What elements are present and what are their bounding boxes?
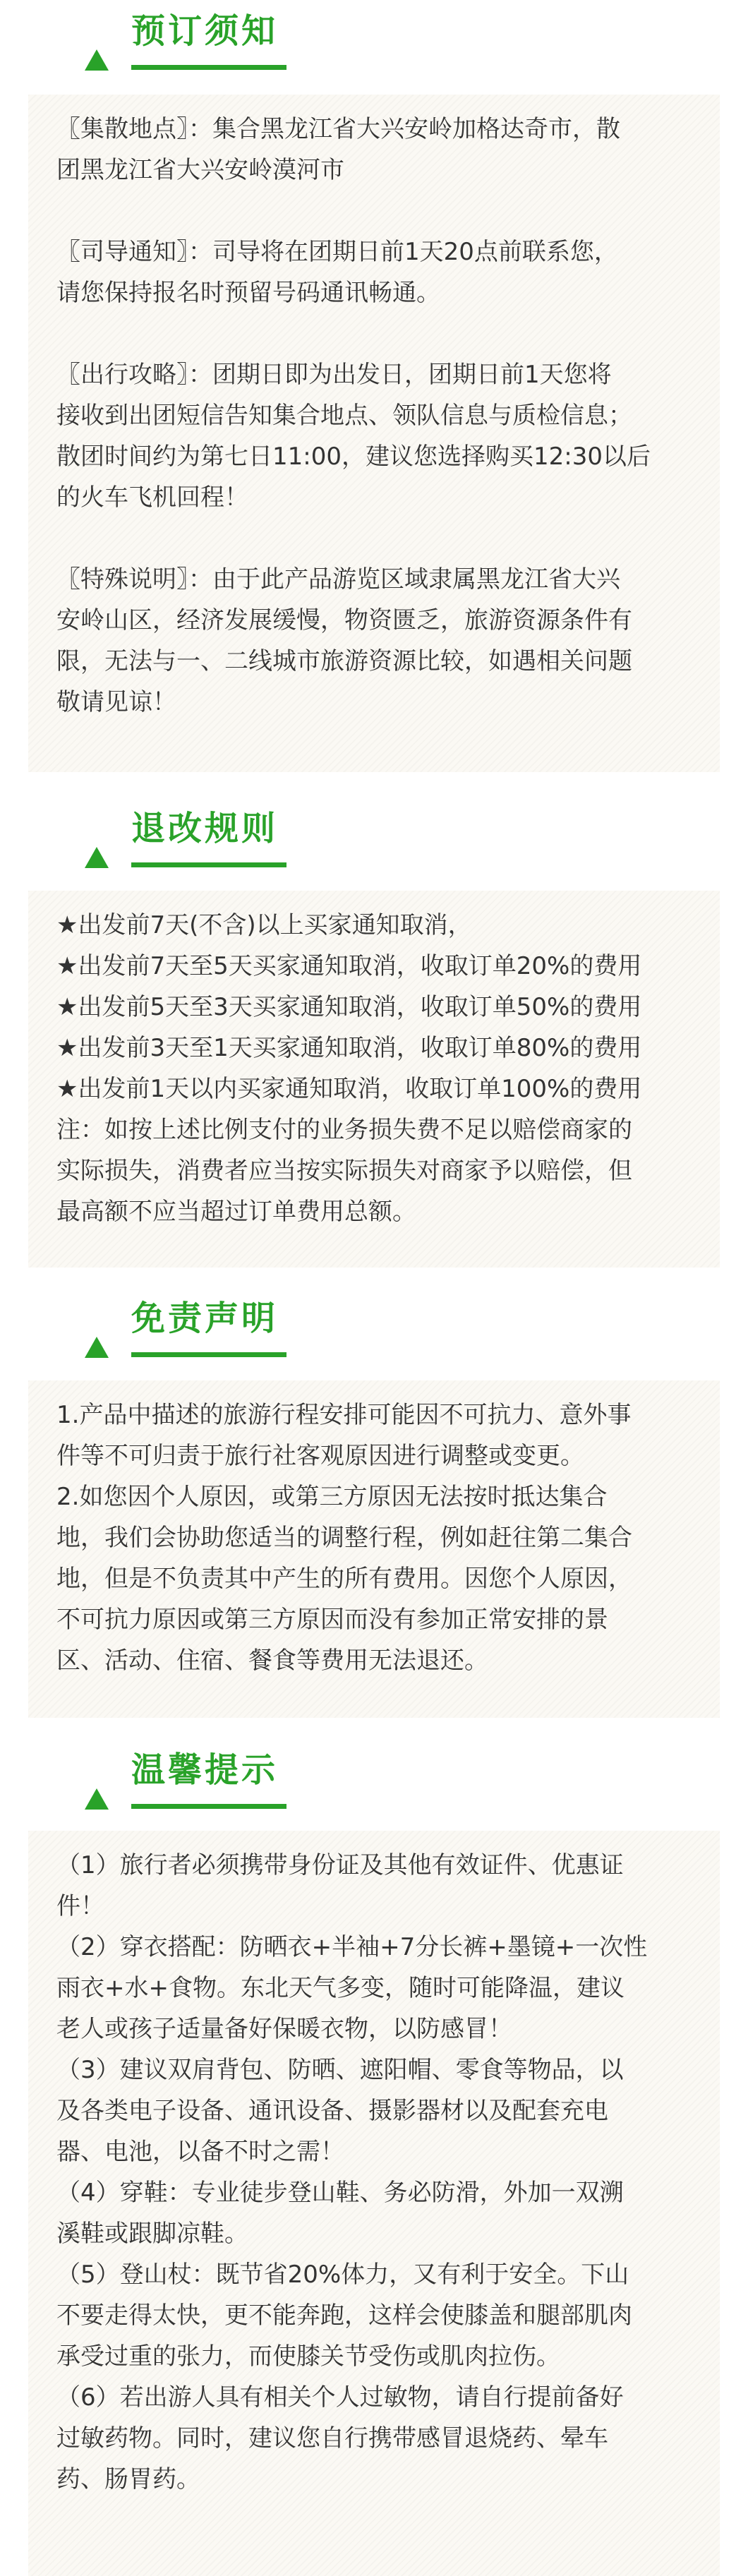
text-line: 1.产品中描述的旅游行程安排可能因不可抗力、意外事 (56, 1401, 632, 1429)
disclaimer-panel (28, 1380, 720, 1718)
text-line: 不可抗力原因或第三方原因而没有参加正常安排的景 (56, 1606, 608, 1634)
text-line: 区、活动、住宿、餐食等费用无法退还。 (56, 1647, 488, 1675)
text-line: 〖特殊说明〗：由于此产品游览区域隶属黑龙江省大兴 (56, 565, 620, 594)
text-line: ★出发前7天至5天买家通知取消，收取订单20%的费用 (56, 952, 642, 980)
text-line: 及各类电子设备、通讯设备、摄影器材以及配套充电 (56, 2097, 608, 2125)
text-line: 溪鞋或跟脚凉鞋。 (56, 2220, 248, 2248)
text-line: 团黑龙江省大兴安岭漠河市 (56, 156, 344, 184)
text-line: 接收到出团短信告知集合地点、领队信息与质检信息； (56, 402, 632, 430)
triangle-icon (85, 49, 109, 71)
section-title: 免责声明 (131, 1299, 279, 1338)
text-line: 件等不可归责于旅行社客观原因进行调整或变更。 (56, 1442, 584, 1470)
section-header-disclaimer (0, 1277, 748, 1362)
text-line: 过敏药物。同时，建议您自行携带感冒退烧药、晕车 (56, 2424, 608, 2452)
text-line: ★出发前3天至1天买家通知取消，收取订单80%的费用 (56, 1034, 642, 1062)
text-line: ★出发前1天以内买家通知取消，收取订单100%的费用 (56, 1075, 642, 1103)
text-line: 雨衣+水+食物。东北天气多变，随时可能降温，建议 (56, 1974, 625, 2002)
section-header-refund-rules (0, 790, 748, 875)
text-line: 限，无法与一、二线城市旅游资源比较，如遇相关问题 (56, 647, 632, 675)
title-underline (131, 1352, 286, 1357)
text-line: ★出发前7天(不含)以上买家通知取消， (56, 911, 472, 939)
section-header-booking-notice (0, 0, 748, 85)
section-header-tips (0, 1729, 748, 1814)
text-line: 老人或孩子适量备好保暖衣物，以防感冒！ (56, 2015, 512, 2043)
text-line: （5）登山杖：既节省20%体力，又有利于安全。下山 (56, 2261, 629, 2289)
triangle-icon (85, 1337, 109, 1358)
text-line: 散团时间约为第七日11:00，建议您选择购买12:30以后 (56, 443, 651, 471)
text-line: ★出发前5天至3天买家通知取消，收取订单50%的费用 (56, 993, 642, 1021)
text-line: （2）穿衣搭配：防晒衣+半袖+7分长裤+墨镜+一次性 (56, 1933, 648, 1961)
text-line: （3）建议双肩背包、防晒、遮阳帽、零食等物品，以 (56, 2056, 624, 2084)
text-line: 的火车飞机回程！ (56, 483, 248, 512)
text-line: 承受过重的张力，而使膝关节受伤或肌肉拉伤。 (56, 2342, 560, 2371)
text-line: （4）穿鞋：专业徒步登山鞋、务必防滑，外加一双溯 (56, 2179, 624, 2207)
text-line: 〖集散地点〗：集合黑龙江省大兴安岭加格达奇市，散 (56, 115, 620, 143)
tips-panel (28, 1831, 720, 2576)
text-line: 〖司导通知〗：司导将在团期日前1天20点前联系您， (56, 238, 618, 266)
text-line: 请您保持报名时预留号码通讯畅通。 (56, 279, 440, 307)
text-line: 不要走得太快，更不能奔跑，这样会使膝盖和腿部肌肉 (56, 2301, 632, 2330)
text-line: （1）旅行者必须携带身份证及其他有效证件、优惠证 (56, 1851, 624, 1879)
triangle-icon (85, 1788, 109, 1810)
text-line: 地，我们会协助您适当的调整行程，例如赶往第二集合 (56, 1524, 632, 1552)
text-line: （6）若出游人具有相关个人过敏物，请自行提前备好 (56, 2383, 624, 2412)
text-line: 注：如按上述比例支付的业务损失费不足以赔偿商家的 (56, 1116, 632, 1144)
title-underline (131, 862, 286, 867)
text-line: 〖出行攻略〗：团期日即为出发日，团期日前1天您将 (56, 361, 612, 389)
section-title: 温馨提示 (131, 1750, 279, 1790)
blank-line (56, 191, 692, 231)
text-line: 件！ (56, 1892, 104, 1920)
text-line: 药、肠胃药。 (56, 2465, 200, 2493)
section-title: 预订须知 (131, 11, 279, 51)
title-underline (131, 1804, 286, 1809)
refund-rules-panel (28, 891, 720, 1268)
section-title: 退改规则 (131, 809, 279, 848)
triangle-icon (85, 847, 109, 868)
text-line: 最高额不应当超过订单费用总额。 (56, 1198, 416, 1226)
title-underline (131, 65, 286, 70)
text-line: 敬请见谅！ (56, 688, 176, 716)
text-line: 地，但是不负责其中产生的所有费用。因您个人原因， (56, 1565, 632, 1593)
blank-line (56, 313, 692, 354)
text-line: 安岭山区，经济发展缓慢，物资匮乏，旅游资源条件有 (56, 606, 632, 634)
text-line: 实际损失，消费者应当按实际损失对商家予以赔偿，但 (56, 1157, 632, 1185)
booking-notice-panel (28, 95, 720, 772)
text-line: 器、电池，以备不时之需！ (56, 2138, 344, 2166)
blank-line (56, 518, 692, 559)
text-line: 2.如您因个人原因，或第三方原因无法按时抵达集合 (56, 1483, 608, 1511)
